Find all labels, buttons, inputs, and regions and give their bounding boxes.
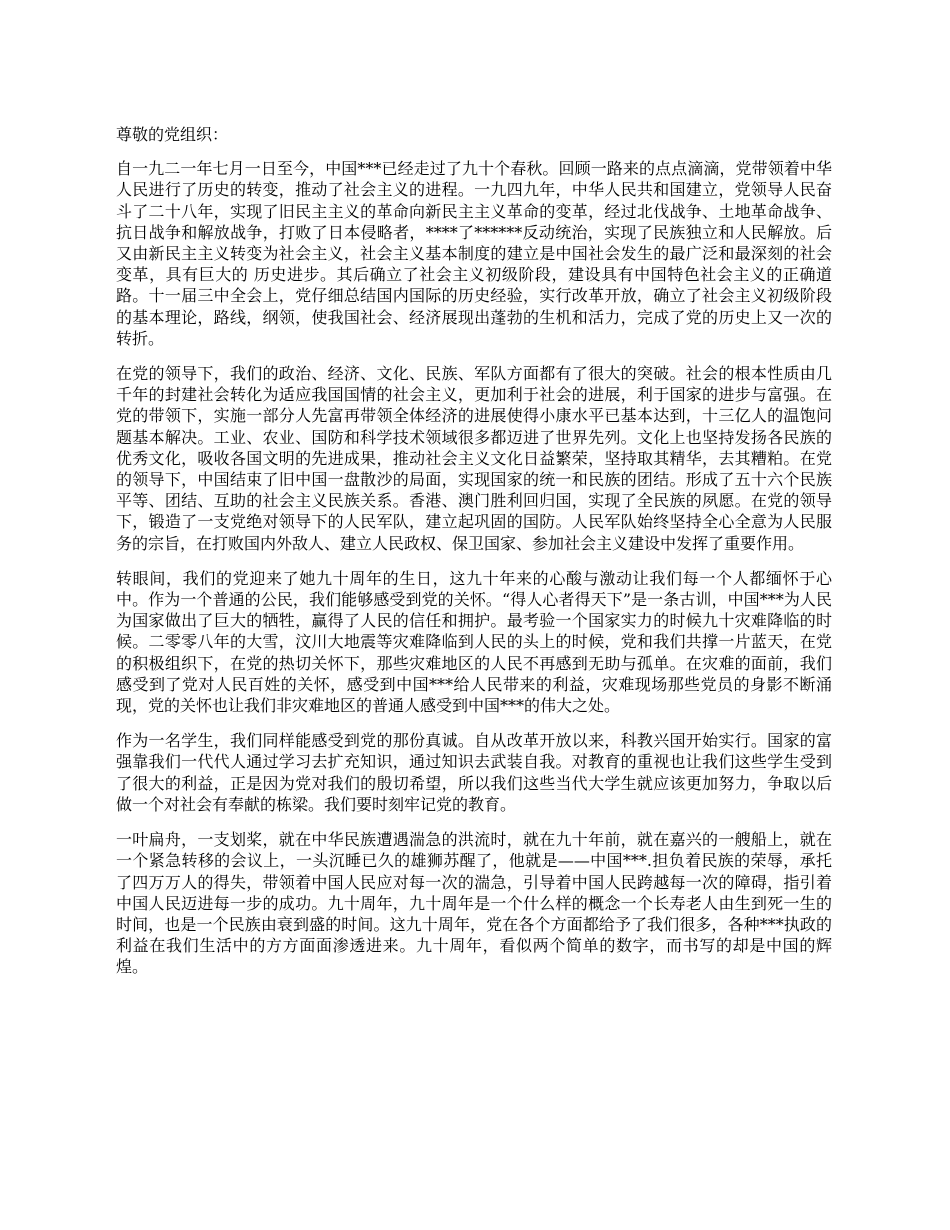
paragraph-conclusion: 一叶扁舟，一支划桨，就在中华民族遭遇湍急的洪流时，就在九十年前，就在嘉兴的一艘船上，就在一个紧急转移的会议上，一头沉睡已久的雄狮苏醒了，他就是——中国***.担负着民族的荣辱，承托了四万万人的得失，带领着中国人民应对每一次的湍急，引导着中国人民跨越每一次的障碍，指引着中国人民迈进每一步的成功。九十周年，九十周年是一个什么样的概念一个长寿老人由生到死一生的时间，也是一个民族由衰到盛的时间。这九十周年，党在各个方面都给予了我们很多，各种***执政的利益在我们生活中的方方面面渗透进来。九十周年，看似两个简单的数字，而书写的却是中国的辉煌。 xyxy=(116,830,832,977)
document-page xyxy=(116,124,832,992)
paragraph-student: 作为一名学生，我们同样能感受到党的那份真诚。自从改革开放以来，科教兴国开始实行。国家的富强靠我们一代代人通过学习去扩充知识，通过知识去武装自我。对教育的重视也让我们这些学生受到了很大的利益，正是因为党对我们的殷切希望，所以我们这些当代大学生就应该更加努力，争取以后做一个对社会有奉献的栋梁。我们要时刻牢记党的教育。 xyxy=(116,731,832,814)
paragraph-history: 自一九二一年七月一日至今，中国***已经走过了九十个春秋。回顾一路来的点点滴滴，党带领着中华人民进行了历史的转变，推动了社会主义的进程。一九四九年，中华人民共和国建立，党领导人民奋斗了二十八年，实现了旧民主主义的革命向新民主主义革命的变革，经过北伐战争、土地革命战争、抗日战争和解放战争，打败了日本侵略者，****了******反动统治，实现了民族独立和人民解放。后又由新民主主义转变为社会主义，社会主义基本制度的建立是中国社会发生的最广泛和最深刻的社会变革，具有巨大的 历史进步。其后确立了社会主义初级阶段，建设具有中国特色社会主义的正确道路。十一届三中全会上，党仔细总结国内国际的历史经验，实行改革开放，确立了社会主义初级阶段的基本理论，路线，纲领，使我国社会、经济展现出蓬勃的生机和活力，完成了党的历史上又一次的转折。 xyxy=(116,159,832,348)
paragraph-anniversary: 转眼间，我们的党迎来了她九十周年的生日，这九十年来的心酸与激动让我们每一个人都缅怀于心中。作为一个普通的公民，我们能够感受到党的关怀。“得人心者得天下”是一条古训，中国***为人民为国家做出了巨大的牺牲，赢得了人民的信任和拥护。最考验一个国家实力的时候九十灾难降临的时候。二零零八年的大雪，汶川大地震等灾难降临到人民的头上的时候，党和我们共撑一片蓝天，在党的积极组织下，在党的热切关怀下，那些灾难地区的人民不再感到无助与孤单。在灾难的面前，我们感受到了党对人民百姓的关怀，感受到中国***给人民带来的利益，灾难现场那些党员的身影不断涌现，党的关怀也让我们非灾难地区的普通人感受到中国***的伟大之处。 xyxy=(116,568,832,716)
paragraph-achievements: 在党的领导下，我们的政治、经济、文化、民族、军队方面都有了很大的突破。社会的根本性质由几千年的封建社会转化为适应我国国情的社会主义，更加利于社会的进展，利于国家的进步与富强。在党的带领下，实施一部分人先富再带领全体经济的进展使得小康水平已基本达到，十三亿人的温饱问题基本解决。工业、农业、国防和科学技术领域很多都迈进了世界先列。文化上也坚持发扬各民族的优秀文化，吸收各国文明的先进成果，推动社会主义文化日益繁荣，坚持取其精华，去其糟粕。在党的领导下，中国结束了旧中国一盘散沙的局面，实现国家的统一和民族的团结。形成了五十六个民族平等、团结、互助的社会主义民族关系。香港、澳门胜利回归国，实现了全民族的夙愿。在党的领导下，锻造了一支党绝对领导下的人民军队，建立起巩固的国防。人民军队始终坚持全心全意为人民服务的宗旨，在打败国内外敌人、建立人民政权、保卫国家、参加社会主义建设中发挥了重要作用。 xyxy=(116,364,832,553)
salutation: 尊敬的党组织： xyxy=(116,125,229,144)
